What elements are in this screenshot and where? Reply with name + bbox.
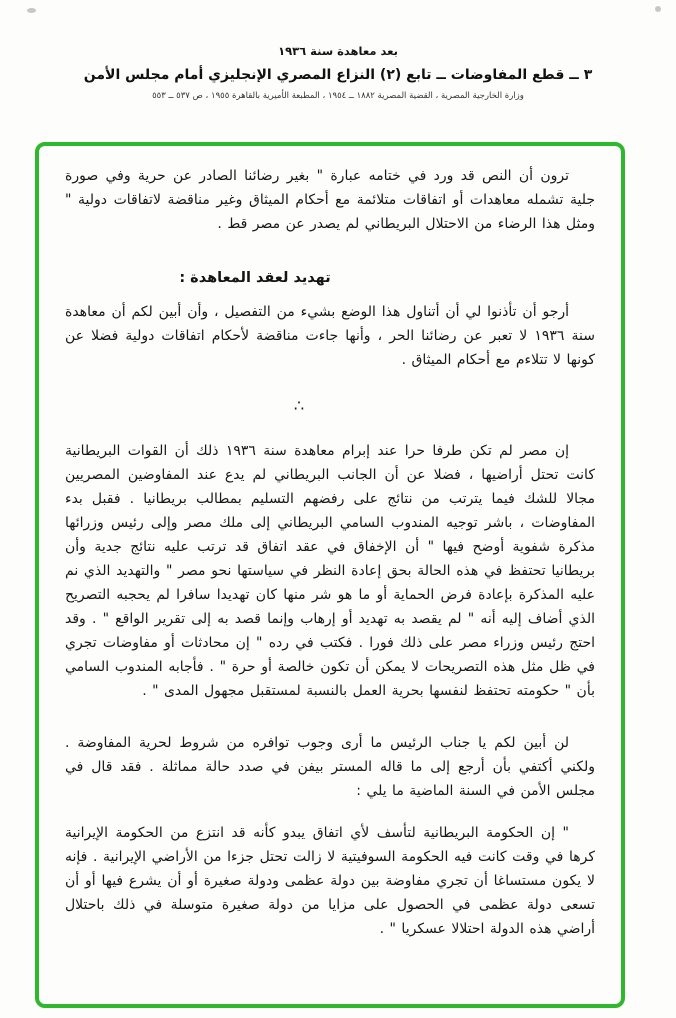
scan-artifact [27, 8, 36, 13]
header-chapter-line: بعد معاهدة سنة ١٩٣٦ [278, 44, 398, 58]
paragraph-bevin-quote: " إن الحكومة البريطانية لتأسف لأي اتفاق يبدو كأنه قد انتزع من الحكومة الإيرانية كرها في وقت كانت فيه الحكومة السوفيتية لا زالت تحتل جزءا من الأراضي الإيرانية . فإنه لا يكون مستساغا أن تجري مفاوضة بين دولة عظمى ودولة صغيرة أو أن يشرع فيها أو أن تسعى دولة عظمى في الحصول على مزايا من دولة صغيرة متوسلة في ذلك باحتلال أراضي هذه الدولة احتلالا عسكريا " . [65, 825, 595, 937]
paragraph-treaty-1936: إن مصر لم تكن طرفا حرا عند إبرام معاهدة سنة ١٩٣٦ ذلك أن القوات البريطانية كانت تحتل أراضيها ، فضلا عن أن الجانب البريطاني لم يدع عند المفاوضين المصريين مجالا للشك فيما يترتب من نتائج على رفضهم التسليم بمطالب بريطانيا . فقبل بدء المفاوضات ، باشر توجيه المندوب السامي البريطاني إلى ملك مصر وإلى رئيس وزرائها مذكرة شفوية أوضح فيها " أن الإخفاق في عقد اتفاق قد ترتب عليه نتائج جدية وأن بريطانيا تحتفظ في هذه الحالة بحق إعادة النظر في سياستها نحو مصر " والتهديد الذي نم عليه المذكرة بإعادة فرض الحماية أو ما هو شر منها كان تهديدا سافرا لم يحجبه التصريح الذي أضاف إليه أنه " لم يقصد به تهديد أو إرهاب وإنما قصد به إلى تقرير الواقع " . وقد احتج رئيس وزراء مصر على ذلك فورا . فكتب في رده " إن محادثات أو مفاوضات تجري في ظل مثل هذه التصريحات لا يمكن أن تكون خالصة أو حرة " . فأجابه المندوب السامي بأن " حكومته تحتفظ لنفسها بحرية العمل بالنسبة لمستقبل مجهول المدى " . [65, 443, 595, 699]
section-separator-dots: ∴ [293, 396, 307, 415]
paragraph-quote-intro: ترون أن النص قد ورد في ختامه عبارة " بغير رضائنا الصادر عن حرية وفي صورة جلية تشمله معاهدات أو اتفاقات متلائمة مع أحكام الميثاق وغير مناقضة لاتفاقات دولية " ومثل هذا الرضاء من الاحتلال البريطاني لم يصدر عن مصر قط . [65, 168, 595, 232]
paragraph-request-detail: أرجو أن تأذنوا لي أن أتناول هذا الوضع بشيء من التفصيل ، وأن أبين لكم أن معاهدة سنة ١٩٣٦ لا تعبر عن رضائنا الحر ، وأنها جاءت مناقضة لأحكام اتفاقات دولية فضلا عن كونها لا تتلاءم مع أحكام الميثاق . [65, 304, 595, 368]
section-heading-treaty-threat: تهديد لعقد المعاهدة : [179, 270, 331, 286]
highlight-annotation-box [35, 142, 625, 1008]
paragraph-bevin-reference: لن أبين لكم يا جناب الرئيس ما أرى وجوب توافره من شروط لحرية المفاوضة . ولكني أكتفي بأن أرجع إلى ما قاله المستر بيفن في صدد حالة مماثلة . فقد قال في مجلس الأمن في السنة الماضية ما يلي : [65, 735, 595, 799]
scan-artifact [655, 6, 661, 12]
header-citation-line: وزارة الخارجية المصرية ، القضية المصرية ١٨٨٢ ــ ١٩٥٤ ، المطبعة الأميرية بالقاهرة ١٩٥٥ ، ص ٥٣٧ ــ ٥٥٣ [152, 91, 524, 101]
document-header [0, 0, 676, 101]
header-title-line: ٣ ــ قطع المفاوضات ــ تابع (٢) النزاع المصري الإنجليزي أمام مجلس الأمن [83, 67, 593, 83]
